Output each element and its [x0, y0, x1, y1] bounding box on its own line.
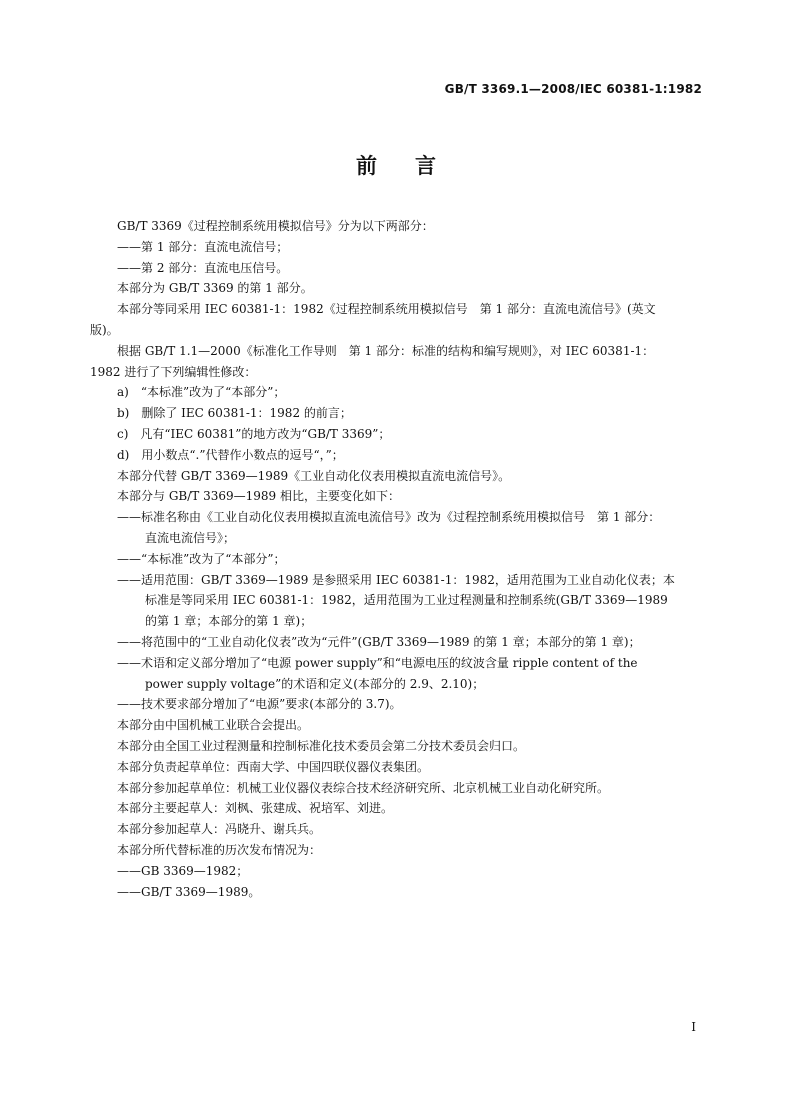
- paragraph-proposed-by: 本部分由中国机械工业联合会提出。: [117, 718, 310, 733]
- list-item-history-1982: ——GB 3369—1982；: [117, 863, 249, 878]
- list-item-a: a) “本标准”改为了“本部分”；: [117, 385, 286, 400]
- paragraph-parts-intro: GB/T 3369《过程控制系统用模拟信号》分为以下两部分：: [117, 219, 434, 233]
- paragraph-drafting-unit: 本部分负责起草单位：西南大学、中国四联仪器仪表集团。: [117, 759, 430, 774]
- list-item-c: c) 凡有“IEC 60381”的地方改为“GB/T 3369”；: [117, 426, 391, 441]
- list-item-change-name-cont: 直流电流信号》；: [145, 530, 236, 545]
- list-item-b: b) 删除了 IEC 60381-1：1982 的前言；: [117, 406, 352, 421]
- paragraph-changes-intro: 本部分与 GB/T 3369—1989 相比，主要变化如下：: [117, 489, 400, 504]
- standard-code: GB/T 3369.1—2008/IEC 60381-1:1982: [444, 82, 702, 96]
- paragraph-part-scope: 本部分为 GB/T 3369 的第 1 部分。: [117, 281, 313, 296]
- list-item-part-1: ——第 1 部分：直流电流信号；: [117, 239, 289, 254]
- paragraph-participating-units: 本部分参加起草单位：机械工业仪器仪表综合技术经济研究所、北京机械工业自动化研究所。: [117, 780, 610, 795]
- paragraph-main-drafters: 本部分主要起草人：刘枫、张建成、祝培军、刘进。: [117, 801, 394, 816]
- list-item-change-definitions-cont: power supply voltage”的术语和定义(本部分的 2.9、2.10)；: [145, 676, 485, 691]
- list-item-change-scope: ——适用范围：GB/T 3369—1989 是参照采用 IEC 60381-1：1982，适用范围为工业自动化仪表；本: [117, 572, 675, 587]
- paragraph-equivalence-cont: 版)。: [90, 322, 119, 337]
- page-number: I: [691, 1020, 696, 1034]
- paragraph-history-intro: 本部分所代替标准的历次发布情况为：: [117, 842, 322, 857]
- list-item-change-name: ——标准名称由《工业自动化仪表用模拟直流电流信号》改为《过程控制系统用模拟信号 第 1 部分：: [117, 510, 661, 525]
- paragraph-equivalence: 本部分等同采用 IEC 60381-1：1982《过程控制系统用模拟信号 第 1 部分：直流电流信号》(英文: [117, 302, 656, 317]
- list-item-change-power: ——技术要求部分增加了“电源”要求(本部分的 3.7)。: [117, 697, 402, 712]
- list-item-change-term: ——“本标准”改为了“本部分”；: [117, 551, 286, 566]
- list-item-history-1989: ——GB/T 3369—1989。: [117, 884, 261, 899]
- paragraph-editorial: 根据 GB/T 1.1—2000《标准化工作导则 第 1 部分：标准的结构和编写规则》，对 IEC 60381-1：: [117, 343, 655, 358]
- list-item-d: d) 用小数点“.”代替作小数点的逗号“，”；: [117, 447, 344, 462]
- list-item-part-2: ——第 2 部分：直流电压信号。: [117, 260, 289, 275]
- paragraph-administered-by: 本部分由全国工业过程测量和控制标准化技术委员会第二分技术委员会归口。: [117, 738, 526, 753]
- list-item-change-element: ——将范围中的“工业自动化仪表”改为“元件”(GB/T 3369—1989 的第 1 章；本部分的第 1 章)；: [117, 634, 641, 649]
- preface-body: [90, 216, 704, 902]
- list-item-change-scope-cont-1: 标准是等同采用 IEC 60381-1：1982，适用范围为工业过程测量和控制系统(GB/T 3369—1989: [145, 593, 668, 608]
- page-title: 前言: [356, 154, 474, 178]
- list-item-change-scope-cont-2: 的第 1 章；本部分的第 1 章)；: [145, 614, 313, 629]
- paragraph-editorial-cont: 1982 进行了下列编辑性修改：: [90, 364, 257, 379]
- paragraph-replaces: 本部分代替 GB/T 3369—1989《工业自动化仪表用模拟直流电流信号》。: [117, 468, 511, 483]
- list-item-change-definitions: ——术语和定义部分增加了“电源 power supply”和“电源电压的纹波含量 ripple content of the: [117, 655, 638, 670]
- paragraph-participating-drafters: 本部分参加起草人：冯晓升、谢兵兵。: [117, 822, 322, 837]
